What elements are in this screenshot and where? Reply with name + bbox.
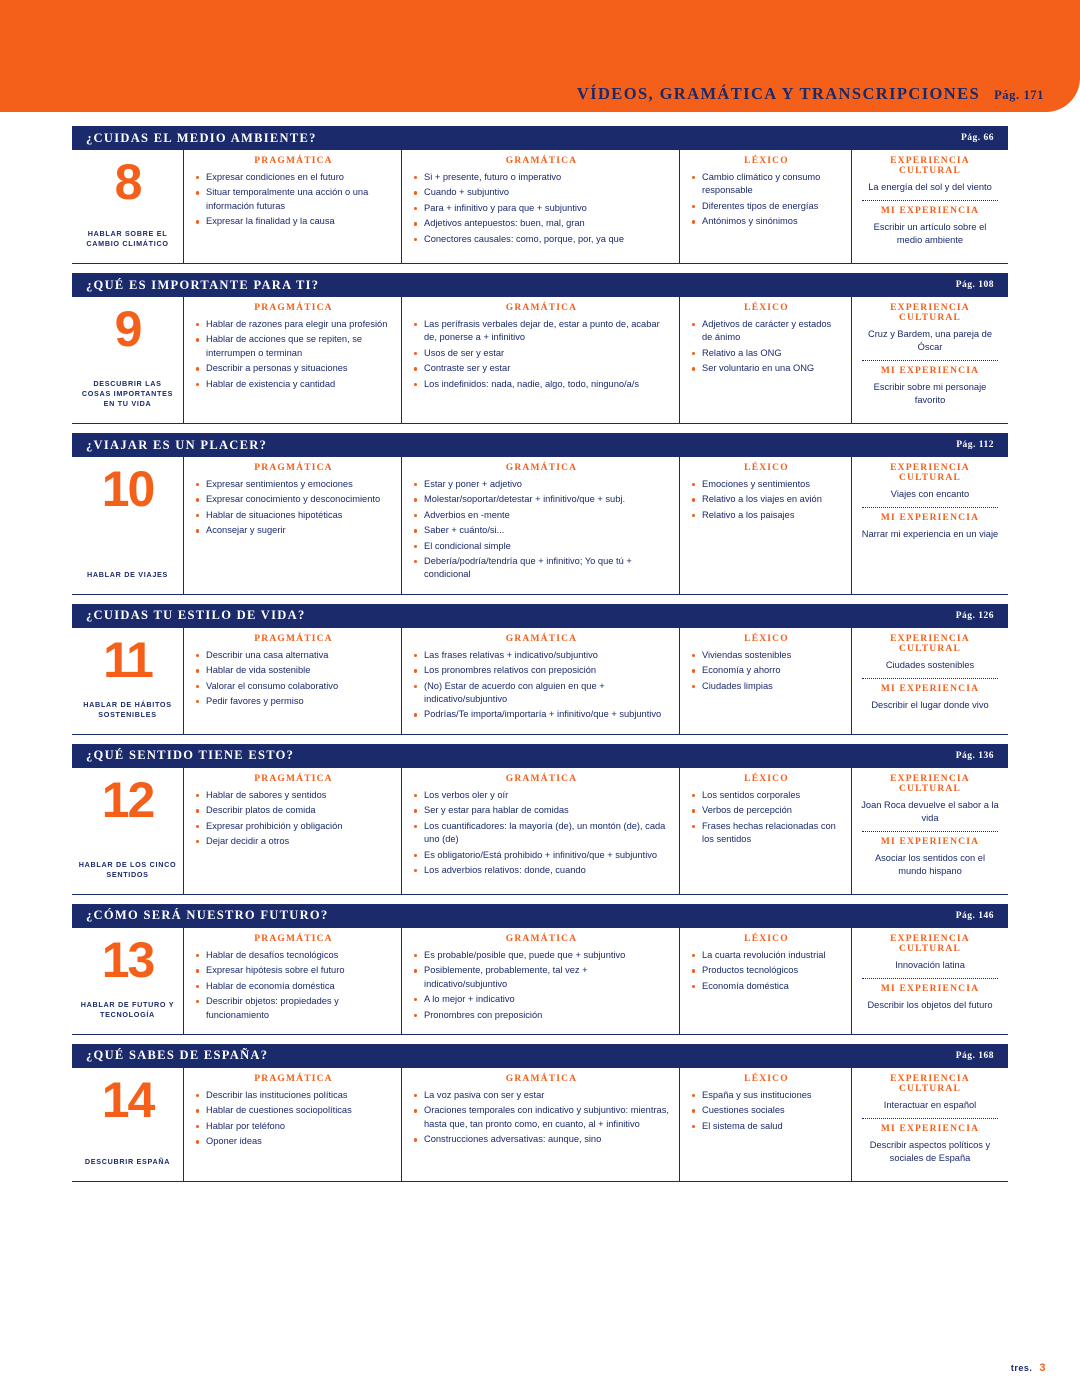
list-item: Conectores causales: como, porque, por, ya que xyxy=(414,233,669,246)
list-item: Antónimos y sinónimos xyxy=(692,215,841,228)
list-gramatica xyxy=(414,1089,669,1147)
column-pragmatica xyxy=(184,297,402,423)
unit-caption: HABLAR SOBRE EL CAMBIO CLIMÁTICO xyxy=(86,229,169,248)
column-heading-pragmatica: PRAGMÁTICA xyxy=(254,303,333,313)
unit-title-bar xyxy=(72,126,1008,150)
column-heading-lexico: LÉXICO xyxy=(744,933,789,944)
unit-number-cell xyxy=(72,768,184,894)
list-gramatica xyxy=(414,649,669,722)
list-item: Hablar de acciones que se repiten, se interrumpen o terminan xyxy=(196,333,391,360)
unit-block xyxy=(72,126,1008,264)
unit-title: ¿CUIDAS EL MEDIO AMBIENTE? xyxy=(86,130,317,145)
list-item: Situar temporalmente una acción o una información futuras xyxy=(196,186,391,213)
column-heading-lexico: LÉXICO xyxy=(744,463,789,473)
list-lexico xyxy=(692,318,841,376)
column-heading-experiencia-cultural: EXPERIENCIA CULTURAL xyxy=(890,773,970,794)
section-divider xyxy=(862,360,998,361)
unit-number: 14 xyxy=(101,1071,154,1128)
unit-title-bar xyxy=(72,604,1008,628)
list-lexico xyxy=(692,478,841,522)
column-gramatica xyxy=(402,628,680,734)
column-heading-pragmatica: PRAGMÁTICA xyxy=(254,463,333,473)
unit-title: ¿CUIDAS TU ESTILO DE VIDA? xyxy=(86,608,306,623)
list-item: Las perífrasis verbales dejar de, estar a punto de, acabar de, ponerse a + infinitivo xyxy=(414,318,669,345)
list-item: Hablar de situaciones hipotéticas xyxy=(196,509,391,522)
column-experiencia xyxy=(852,297,1008,423)
list-item: Es obligatorio/Está prohibido + infinitivo/que + subjuntivo xyxy=(414,849,669,862)
list-item: Adjetivos antepuestos: buen, mal, gran xyxy=(414,217,669,230)
column-experiencia xyxy=(852,150,1008,263)
unit-title-bar xyxy=(72,904,1008,928)
unit-number-cell xyxy=(72,628,184,734)
list-item: Hablar de desafíos tecnológicos xyxy=(196,949,391,962)
list-item: Oraciones temporales con indicativo y subjuntivo: mientras, hasta que, tan pronto como, en cuanto, al + infinitivo xyxy=(414,1104,669,1131)
list-gramatica xyxy=(414,949,669,1022)
column-experiencia xyxy=(852,1068,1008,1181)
list-item: Los cuantificadores: la mayoría (de), un montón (de), cada uno (de) xyxy=(414,820,669,847)
unit-title: ¿QUÉ SENTIDO TIENE ESTO? xyxy=(86,748,295,763)
list-item: Describir objetos: propiedades y funcionamiento xyxy=(196,995,391,1022)
column-heading-pragmatica: PRAGMÁTICA xyxy=(254,1073,333,1084)
column-heading-lexico: LÉXICO xyxy=(744,1073,789,1084)
column-pragmatica xyxy=(184,457,402,594)
mi-experiencia-text: Asociar los sentidos con el mundo hispano xyxy=(874,852,986,876)
column-pragmatica xyxy=(184,1068,402,1181)
unit-page-label: Pág. 126 xyxy=(955,610,994,621)
unit-content xyxy=(72,928,1008,1035)
unit-block xyxy=(72,904,1008,1035)
list-pragmatica xyxy=(196,649,391,709)
column-heading-experiencia-cultural: EXPERIENCIA CULTURAL xyxy=(890,1073,970,1094)
list-item: Los indefinidos: nada, nadie, algo, todo, ninguno/a/s xyxy=(414,378,669,391)
page-footer xyxy=(1011,1362,1046,1374)
list-pragmatica xyxy=(196,1089,391,1149)
list-item: Describir las instituciones políticas xyxy=(196,1089,391,1102)
list-lexico xyxy=(692,171,841,229)
unit-block xyxy=(72,273,1008,424)
page-header xyxy=(0,84,1080,104)
unit-content xyxy=(72,457,1008,595)
column-heading-gramatica: GRAMÁTICA xyxy=(505,773,578,784)
list-item: Valorar el consumo colaborativo xyxy=(196,680,391,693)
unit-content xyxy=(72,628,1008,735)
list-item: Estar y poner + adjetivo xyxy=(414,478,669,491)
list-item: Expresar la finalidad y la causa xyxy=(196,215,391,228)
list-item: Oponer ideas xyxy=(196,1135,391,1148)
unit-caption: HABLAR DE VIAJES xyxy=(86,569,169,579)
list-item: Hablar de existencia y cantidad xyxy=(196,378,391,391)
unit-number-cell xyxy=(72,297,184,423)
unit-page-label: Pág. 66 xyxy=(960,133,994,143)
list-item: Construcciones adversativas: aunque, sino xyxy=(414,1133,669,1146)
list-item: Podrías/Te importa/importaría + infinitivo/que + subjuntivo xyxy=(414,708,669,721)
unit-page-label: Pág. 168 xyxy=(955,1050,994,1061)
list-item: Relativo a las ONG xyxy=(692,347,841,360)
unit-number: 12 xyxy=(101,771,154,828)
list-item: Contraste ser y estar xyxy=(414,362,669,375)
list-item: Economía y ahorro xyxy=(692,664,841,677)
column-lexico xyxy=(680,150,852,263)
experiencia-cultural-text: Ciudades sostenibles xyxy=(885,659,975,670)
list-pragmatica xyxy=(196,171,391,229)
list-item: Ciudades limpias xyxy=(692,680,841,693)
unit-block xyxy=(72,744,1008,895)
unit-number-cell xyxy=(72,928,184,1034)
unit-title: ¿QUÉ SABES DE ESPAÑA? xyxy=(86,1048,269,1063)
unit-caption: DESCUBRIR ESPAÑA xyxy=(84,1156,171,1166)
column-heading-gramatica: GRAMÁTICA xyxy=(505,463,578,473)
list-item: Adjetivos de carácter y estados de ánimo xyxy=(692,318,841,345)
unit-number: 10 xyxy=(101,461,154,517)
unit-number: 13 xyxy=(101,931,154,988)
list-item: Hablar de sabores y sentidos xyxy=(196,789,391,802)
list-item: Los verbos oler y oír xyxy=(414,789,669,802)
unit-content xyxy=(72,150,1008,264)
section-divider xyxy=(862,507,998,508)
list-item: Relativo a los paisajes xyxy=(692,509,841,522)
column-heading-mi-experiencia: MI EXPERIENCIA xyxy=(880,683,980,694)
column-heading-pragmatica: PRAGMÁTICA xyxy=(254,633,333,644)
list-lexico xyxy=(692,649,841,693)
experiencia-cultural-text: Cruz y Bardem, una pareja de Óscar xyxy=(867,329,993,352)
list-item: Los sentidos corporales xyxy=(692,789,841,802)
column-heading-mi-experiencia: MI EXPERIENCIA xyxy=(880,513,980,523)
mi-experiencia-text: Escribir sobre mi personaje favorito xyxy=(873,382,987,405)
list-item: Hablar por teléfono xyxy=(196,1120,391,1133)
list-item: Ser voluntario en una ONG xyxy=(692,362,841,375)
column-gramatica xyxy=(402,768,680,894)
mi-experiencia-text: Escribir un artículo sobre el medio ambiente xyxy=(873,222,987,245)
list-item: Usos de ser y estar xyxy=(414,347,669,360)
list-item: Los adverbios relativos: donde, cuando xyxy=(414,864,669,877)
column-lexico xyxy=(680,1068,852,1181)
unit-number-cell xyxy=(72,150,184,263)
column-pragmatica xyxy=(184,928,402,1034)
list-item: Describir a personas y situaciones xyxy=(196,362,391,375)
mi-experiencia-text: Describir aspectos políticos y sociales de España xyxy=(869,1139,991,1163)
column-heading-mi-experiencia: MI EXPERIENCIA xyxy=(880,1123,980,1134)
list-item: El condicional simple xyxy=(414,540,669,553)
list-item: Describir platos de comida xyxy=(196,804,391,817)
section-divider xyxy=(862,978,998,979)
list-item: Posiblemente, probablemente, tal vez + indicativo/subjuntivo xyxy=(414,964,669,991)
unit-title-bar xyxy=(72,273,1008,297)
column-experiencia xyxy=(852,928,1008,1034)
list-item: Los pronombres relativos con preposición xyxy=(414,664,669,677)
list-item: Viviendas sostenibles xyxy=(692,649,841,662)
mi-experiencia-text: Narrar mi experiencia en un viaje xyxy=(861,529,999,539)
list-item: Las frases relativas + indicativo/subjuntivo xyxy=(414,649,669,662)
unit-content xyxy=(72,1068,1008,1182)
list-gramatica xyxy=(414,171,669,246)
unit-page-label: Pág. 108 xyxy=(955,280,994,290)
unit-caption: HABLAR DE FUTURO Y TECNOLOGÍA xyxy=(80,999,175,1019)
list-item: Cuestiones sociales xyxy=(692,1104,841,1117)
list-item: Hablar de cuestiones sociopolíticas xyxy=(196,1104,391,1117)
unit-number: 8 xyxy=(114,154,141,210)
list-pragmatica xyxy=(196,478,391,538)
unit-page-label: Pág. 146 xyxy=(955,910,994,921)
unit-page-label: Pág. 136 xyxy=(955,750,994,761)
units-table xyxy=(72,126,1008,1191)
column-lexico xyxy=(680,457,852,594)
column-heading-gramatica: GRAMÁTICA xyxy=(505,933,578,944)
column-pragmatica xyxy=(184,628,402,734)
column-heading-mi-experiencia: MI EXPERIENCIA xyxy=(880,983,980,994)
column-gramatica xyxy=(402,1068,680,1181)
unit-title: ¿QUÉ ES IMPORTANTE PARA TI? xyxy=(86,277,320,292)
unit-caption: DESCUBRIR LAS COSAS IMPORTANTES EN TU VIDA xyxy=(81,379,174,408)
list-item: Pronombres con preposición xyxy=(414,1009,669,1022)
column-heading-experiencia-cultural: EXPERIENCIA CULTURAL xyxy=(890,156,970,176)
column-heading-experiencia-cultural: EXPERIENCIA CULTURAL xyxy=(890,463,970,483)
column-lexico xyxy=(680,768,852,894)
unit-block xyxy=(72,604,1008,735)
list-item: Expresar sentimientos y emociones xyxy=(196,478,391,491)
list-lexico xyxy=(692,1089,841,1133)
unit-caption: HABLAR DE LOS CINCO SENTIDOS xyxy=(78,859,177,879)
unit-title: ¿CÓMO SERÁ NUESTRO FUTURO? xyxy=(86,908,329,923)
footer-label: tres. xyxy=(1010,1363,1033,1373)
unit-title: ¿VIAJAR ES UN PLACER? xyxy=(86,437,268,452)
list-gramatica xyxy=(414,789,669,877)
column-heading-pragmatica: PRAGMÁTICA xyxy=(254,773,333,784)
list-pragmatica xyxy=(196,949,391,1022)
list-gramatica xyxy=(414,318,669,391)
list-pragmatica xyxy=(196,789,391,849)
column-heading-mi-experiencia: MI EXPERIENCIA xyxy=(880,836,980,847)
column-heading-pragmatica: PRAGMÁTICA xyxy=(254,156,333,166)
column-heading-pragmatica: PRAGMÁTICA xyxy=(254,933,333,944)
list-item: Aconsejar y sugerir xyxy=(196,524,391,537)
column-heading-experiencia-cultural: EXPERIENCIA CULTURAL xyxy=(890,303,970,323)
list-item: Economía doméstica xyxy=(692,980,841,993)
unit-number-cell xyxy=(72,457,184,594)
column-heading-experiencia-cultural: EXPERIENCIA CULTURAL xyxy=(890,633,970,654)
list-item: Hablar de razones para elegir una profesión xyxy=(196,318,391,331)
section-divider xyxy=(862,1118,998,1119)
list-item: Hablar de vida sostenible xyxy=(196,664,391,677)
column-heading-experiencia-cultural: EXPERIENCIA CULTURAL xyxy=(890,933,970,954)
column-gramatica xyxy=(402,928,680,1034)
column-experiencia xyxy=(852,768,1008,894)
unit-number: 9 xyxy=(114,301,141,357)
column-heading-gramatica: GRAMÁTICA xyxy=(505,1073,578,1084)
footer-page-number: 3 xyxy=(1039,1362,1046,1374)
list-item: Expresar conocimiento y desconocimiento xyxy=(196,493,391,506)
list-item: Molestar/soportar/detestar + infinitivo/que + subj. xyxy=(414,493,669,506)
list-item: Frases hechas relacionadas con los sentidos xyxy=(692,820,841,847)
column-heading-gramatica: GRAMÁTICA xyxy=(505,303,578,313)
list-item: Debería/podría/tendría que + infinitivo; Yo que tú + condicional xyxy=(414,555,669,582)
list-item: Pedir favores y permiso xyxy=(196,695,391,708)
experiencia-cultural-text: La energía del sol y del viento xyxy=(868,182,992,192)
column-gramatica xyxy=(402,297,680,423)
list-item: Si + presente, futuro o imperativo xyxy=(414,171,669,184)
column-heading-mi-experiencia: MI EXPERIENCIA xyxy=(880,366,980,376)
experiencia-cultural-text: Innovación latina xyxy=(895,959,965,970)
list-item: Expresar prohibición y obligación xyxy=(196,820,391,833)
experiencia-cultural-text: Interactuar en español xyxy=(883,1099,977,1110)
list-lexico xyxy=(692,789,841,847)
column-heading-lexico: LÉXICO xyxy=(744,156,789,166)
column-heading-gramatica: GRAMÁTICA xyxy=(505,156,578,166)
list-item: Relativo a los viajes en avión xyxy=(692,493,841,506)
list-item: Cuando + subjuntivo xyxy=(414,186,669,199)
unit-caption: HABLAR DE HÁBITOS SOSTENIBLES xyxy=(83,699,172,719)
list-item: Cambio climático y consumo responsable xyxy=(692,171,841,198)
column-gramatica xyxy=(402,150,680,263)
header-title-text: VÍDEOS, GRAMÁTICA Y TRANSCRIPCIONES xyxy=(576,84,981,103)
list-item: Productos tecnológicos xyxy=(692,964,841,977)
list-item: Expresar condiciones en el futuro xyxy=(196,171,391,184)
mi-experiencia-text: Describir los objetos del futuro xyxy=(867,999,993,1010)
column-lexico xyxy=(680,628,852,734)
section-divider xyxy=(862,831,998,832)
column-heading-lexico: LÉXICO xyxy=(744,633,789,644)
list-gramatica xyxy=(414,478,669,582)
list-item: La cuarta revolución industrial xyxy=(692,949,841,962)
unit-block xyxy=(72,1044,1008,1182)
unit-title-bar xyxy=(72,744,1008,768)
list-lexico xyxy=(692,949,841,993)
column-gramatica xyxy=(402,457,680,594)
section-divider xyxy=(862,200,998,201)
mi-experiencia-text: Describir el lugar donde vivo xyxy=(871,699,989,710)
list-item: La voz pasiva con ser y estar xyxy=(414,1089,669,1102)
list-item: Adverbios en -mente xyxy=(414,509,669,522)
list-item: España y sus instituciones xyxy=(692,1089,841,1102)
column-lexico xyxy=(680,928,852,1034)
column-pragmatica xyxy=(184,768,402,894)
column-heading-gramatica: GRAMÁTICA xyxy=(505,633,578,644)
list-item: Dejar decidir a otros xyxy=(196,835,391,848)
unit-content xyxy=(72,297,1008,424)
list-item: Saber + cuánto/si... xyxy=(414,524,669,537)
list-item: Diferentes tipos de energías xyxy=(692,200,841,213)
unit-title-bar xyxy=(72,1044,1008,1068)
column-heading-mi-experiencia: MI EXPERIENCIA xyxy=(880,206,980,216)
section-divider xyxy=(862,678,998,679)
list-item: Expresar hipótesis sobre el futuro xyxy=(196,964,391,977)
column-heading-lexico: LÉXICO xyxy=(744,303,789,313)
list-item: Hablar de economía doméstica xyxy=(196,980,391,993)
list-item: Es probable/posible que, puede que + subjuntivo xyxy=(414,949,669,962)
list-item: Describir una casa alternativa xyxy=(196,649,391,662)
unit-content xyxy=(72,768,1008,895)
list-item: A lo mejor + indicativo xyxy=(414,993,669,1006)
experiencia-cultural-text: Joan Roca devuelve el sabor a la vida xyxy=(861,799,999,823)
unit-page-label: Pág. 112 xyxy=(956,440,994,450)
header-page-label: Pág. 171 xyxy=(994,88,1044,102)
list-item: Verbos de percepción xyxy=(692,804,841,817)
list-item: Emociones y sentimientos xyxy=(692,478,841,491)
column-lexico xyxy=(680,297,852,423)
list-item: El sistema de salud xyxy=(692,1120,841,1133)
list-item: Ser y estar para hablar de comidas xyxy=(414,804,669,817)
column-pragmatica xyxy=(184,150,402,263)
list-pragmatica xyxy=(196,318,391,391)
column-experiencia xyxy=(852,628,1008,734)
list-item: (No) Estar de acuerdo con alguien en que + indicativo/subjuntivo xyxy=(414,680,669,707)
column-experiencia xyxy=(852,457,1008,594)
unit-number-cell xyxy=(72,1068,184,1181)
experiencia-cultural-text: Viajes con encanto xyxy=(890,489,970,499)
unit-block xyxy=(72,433,1008,595)
column-heading-lexico: LÉXICO xyxy=(744,773,789,784)
unit-title-bar xyxy=(72,433,1008,457)
list-item: Para + infinitivo y para que + subjuntivo xyxy=(414,202,669,215)
unit-number: 11 xyxy=(103,631,152,688)
